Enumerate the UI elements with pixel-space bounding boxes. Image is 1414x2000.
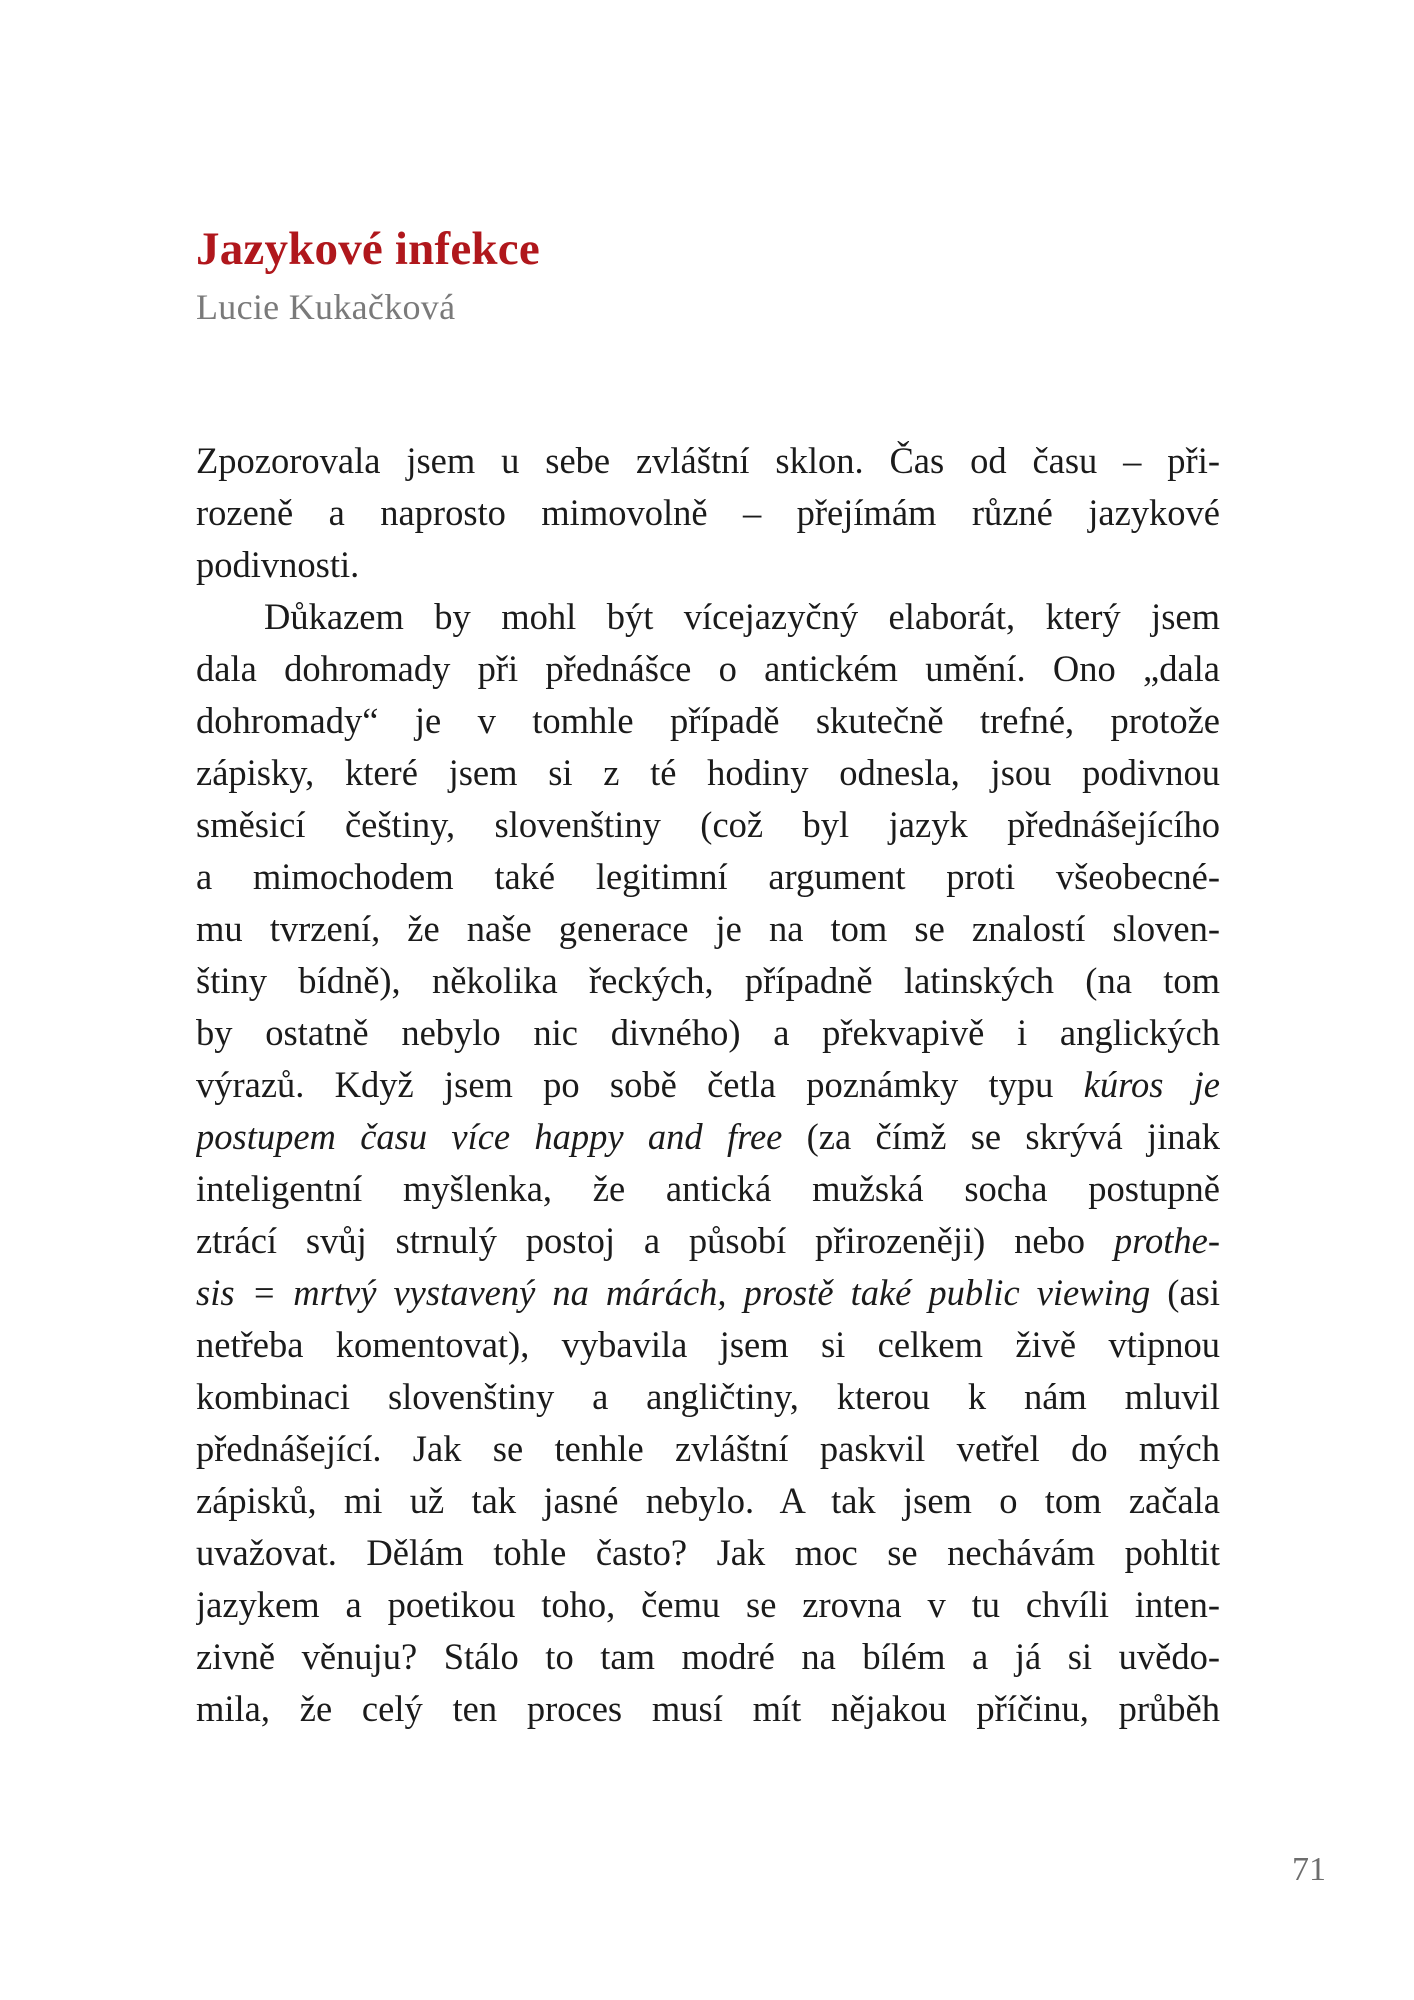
chapter-heading <box>196 220 1216 330</box>
text-segment: podivnosti. <box>196 544 360 585</box>
chapter-title: Jazykové infekce <box>196 223 540 275</box>
text-segment: zápisky, které jsem si z té hodiny odnesla, jsou podivnou <box>196 752 1220 793</box>
text-line <box>196 1111 1220 1163</box>
text-segment: rozeně a naprosto mimovolně – přejímám různé jazykové <box>196 492 1220 533</box>
text-segment: mu tvrzení, že naše generace je na tom se znalostí sloven- <box>196 908 1220 949</box>
text-segment: kombinaci slovenštiny a angličtiny, kterou k nám mluvil <box>196 1376 1220 1417</box>
text-line <box>196 747 1220 799</box>
text-segment: štiny bídně), několika řeckých, případně latinských (na tom <box>196 960 1220 1001</box>
text-line <box>196 487 1220 539</box>
text-line <box>196 1579 1220 1631</box>
text-segment: inteligentní myšlenka, že antická mužská socha postupně <box>196 1168 1220 1209</box>
text-line <box>196 1475 1220 1527</box>
page-number: 71 <box>1292 1851 1326 1888</box>
text-segment: (asi <box>1150 1272 1220 1313</box>
text-segment: (za čímž se skrývá jinak <box>782 1116 1220 1157</box>
chapter-author: Lucie Kukačková <box>196 287 456 327</box>
italic-text: postupem času více happy and free <box>196 1116 783 1157</box>
text-line <box>196 1059 1220 1111</box>
body-text <box>196 435 1220 1735</box>
text-segment: a mimochodem také legitimní argument proti všeobecné- <box>196 856 1220 897</box>
text-line <box>196 799 1220 851</box>
text-segment: přednášející. Jak se tenhle zvláštní paskvil vetřel do mých <box>196 1428 1220 1469</box>
text-line <box>196 1267 1220 1319</box>
text-line <box>196 1215 1220 1267</box>
text-segment: dala dohromady při přednášce o antickém umění. Ono „dala <box>196 648 1220 689</box>
italic-text: sis = mrtvý vystavený na márách, prostě také public viewing <box>196 1272 1151 1313</box>
text-line <box>196 1527 1220 1579</box>
text-segment: jazykem a poetikou toho, čemu se zrovna v tu chvíli inten- <box>196 1584 1220 1625</box>
text-line <box>196 1683 1220 1735</box>
italic-text: kúros je <box>1083 1064 1220 1105</box>
text-segment: by ostatně nebylo nic divného) a překvapivě i anglických <box>196 1012 1220 1053</box>
italic-text: prothe- <box>1113 1220 1220 1261</box>
text-line <box>196 1423 1220 1475</box>
paragraph <box>196 435 1220 591</box>
text-line <box>196 695 1220 747</box>
text-line <box>196 1319 1220 1371</box>
text-line <box>196 591 1220 643</box>
text-segment: Důkazem by mohl být vícejazyčný elaborát, který jsem <box>264 596 1220 637</box>
text-segment: zivně věnuju? Stálo to tam modré na bílém a já si uvědo- <box>196 1636 1220 1677</box>
text-line <box>196 1163 1220 1215</box>
text-line <box>196 643 1220 695</box>
text-segment: mila, že celý ten proces musí mít nějakou příčinu, průběh <box>196 1688 1220 1729</box>
text-segment: zápisků, mi už tak jasné nebylo. A tak jsem o tom začala <box>196 1480 1220 1521</box>
paragraph <box>196 591 1220 1735</box>
text-segment: výrazů. Když jsem po sobě četla poznámky typu <box>196 1064 1084 1105</box>
text-line <box>196 1631 1220 1683</box>
text-line <box>196 851 1220 903</box>
text-segment: ztrácí svůj strnulý postoj a působí přirozeněji) nebo <box>196 1220 1114 1261</box>
text-line <box>196 955 1220 1007</box>
text-segment: směsicí češtiny, slovenštiny (což byl jazyk přednášejícího <box>196 804 1220 845</box>
text-line <box>196 435 1220 487</box>
text-line <box>196 1371 1220 1423</box>
text-line <box>196 903 1220 955</box>
text-segment: Zpozorovala jsem u sebe zvláštní sklon. Čas od času – při- <box>196 440 1220 481</box>
text-segment: uvažovat. Dělám tohle často? Jak moc se nechávám pohltit <box>196 1532 1220 1573</box>
text-segment: dohromady“ je v tomhle případě skutečně trefné, protože <box>196 700 1220 741</box>
text-segment: netřeba komentovat), vybavila jsem si celkem živě vtipnou <box>196 1324 1220 1365</box>
text-line <box>196 539 1220 591</box>
text-line <box>196 1007 1220 1059</box>
